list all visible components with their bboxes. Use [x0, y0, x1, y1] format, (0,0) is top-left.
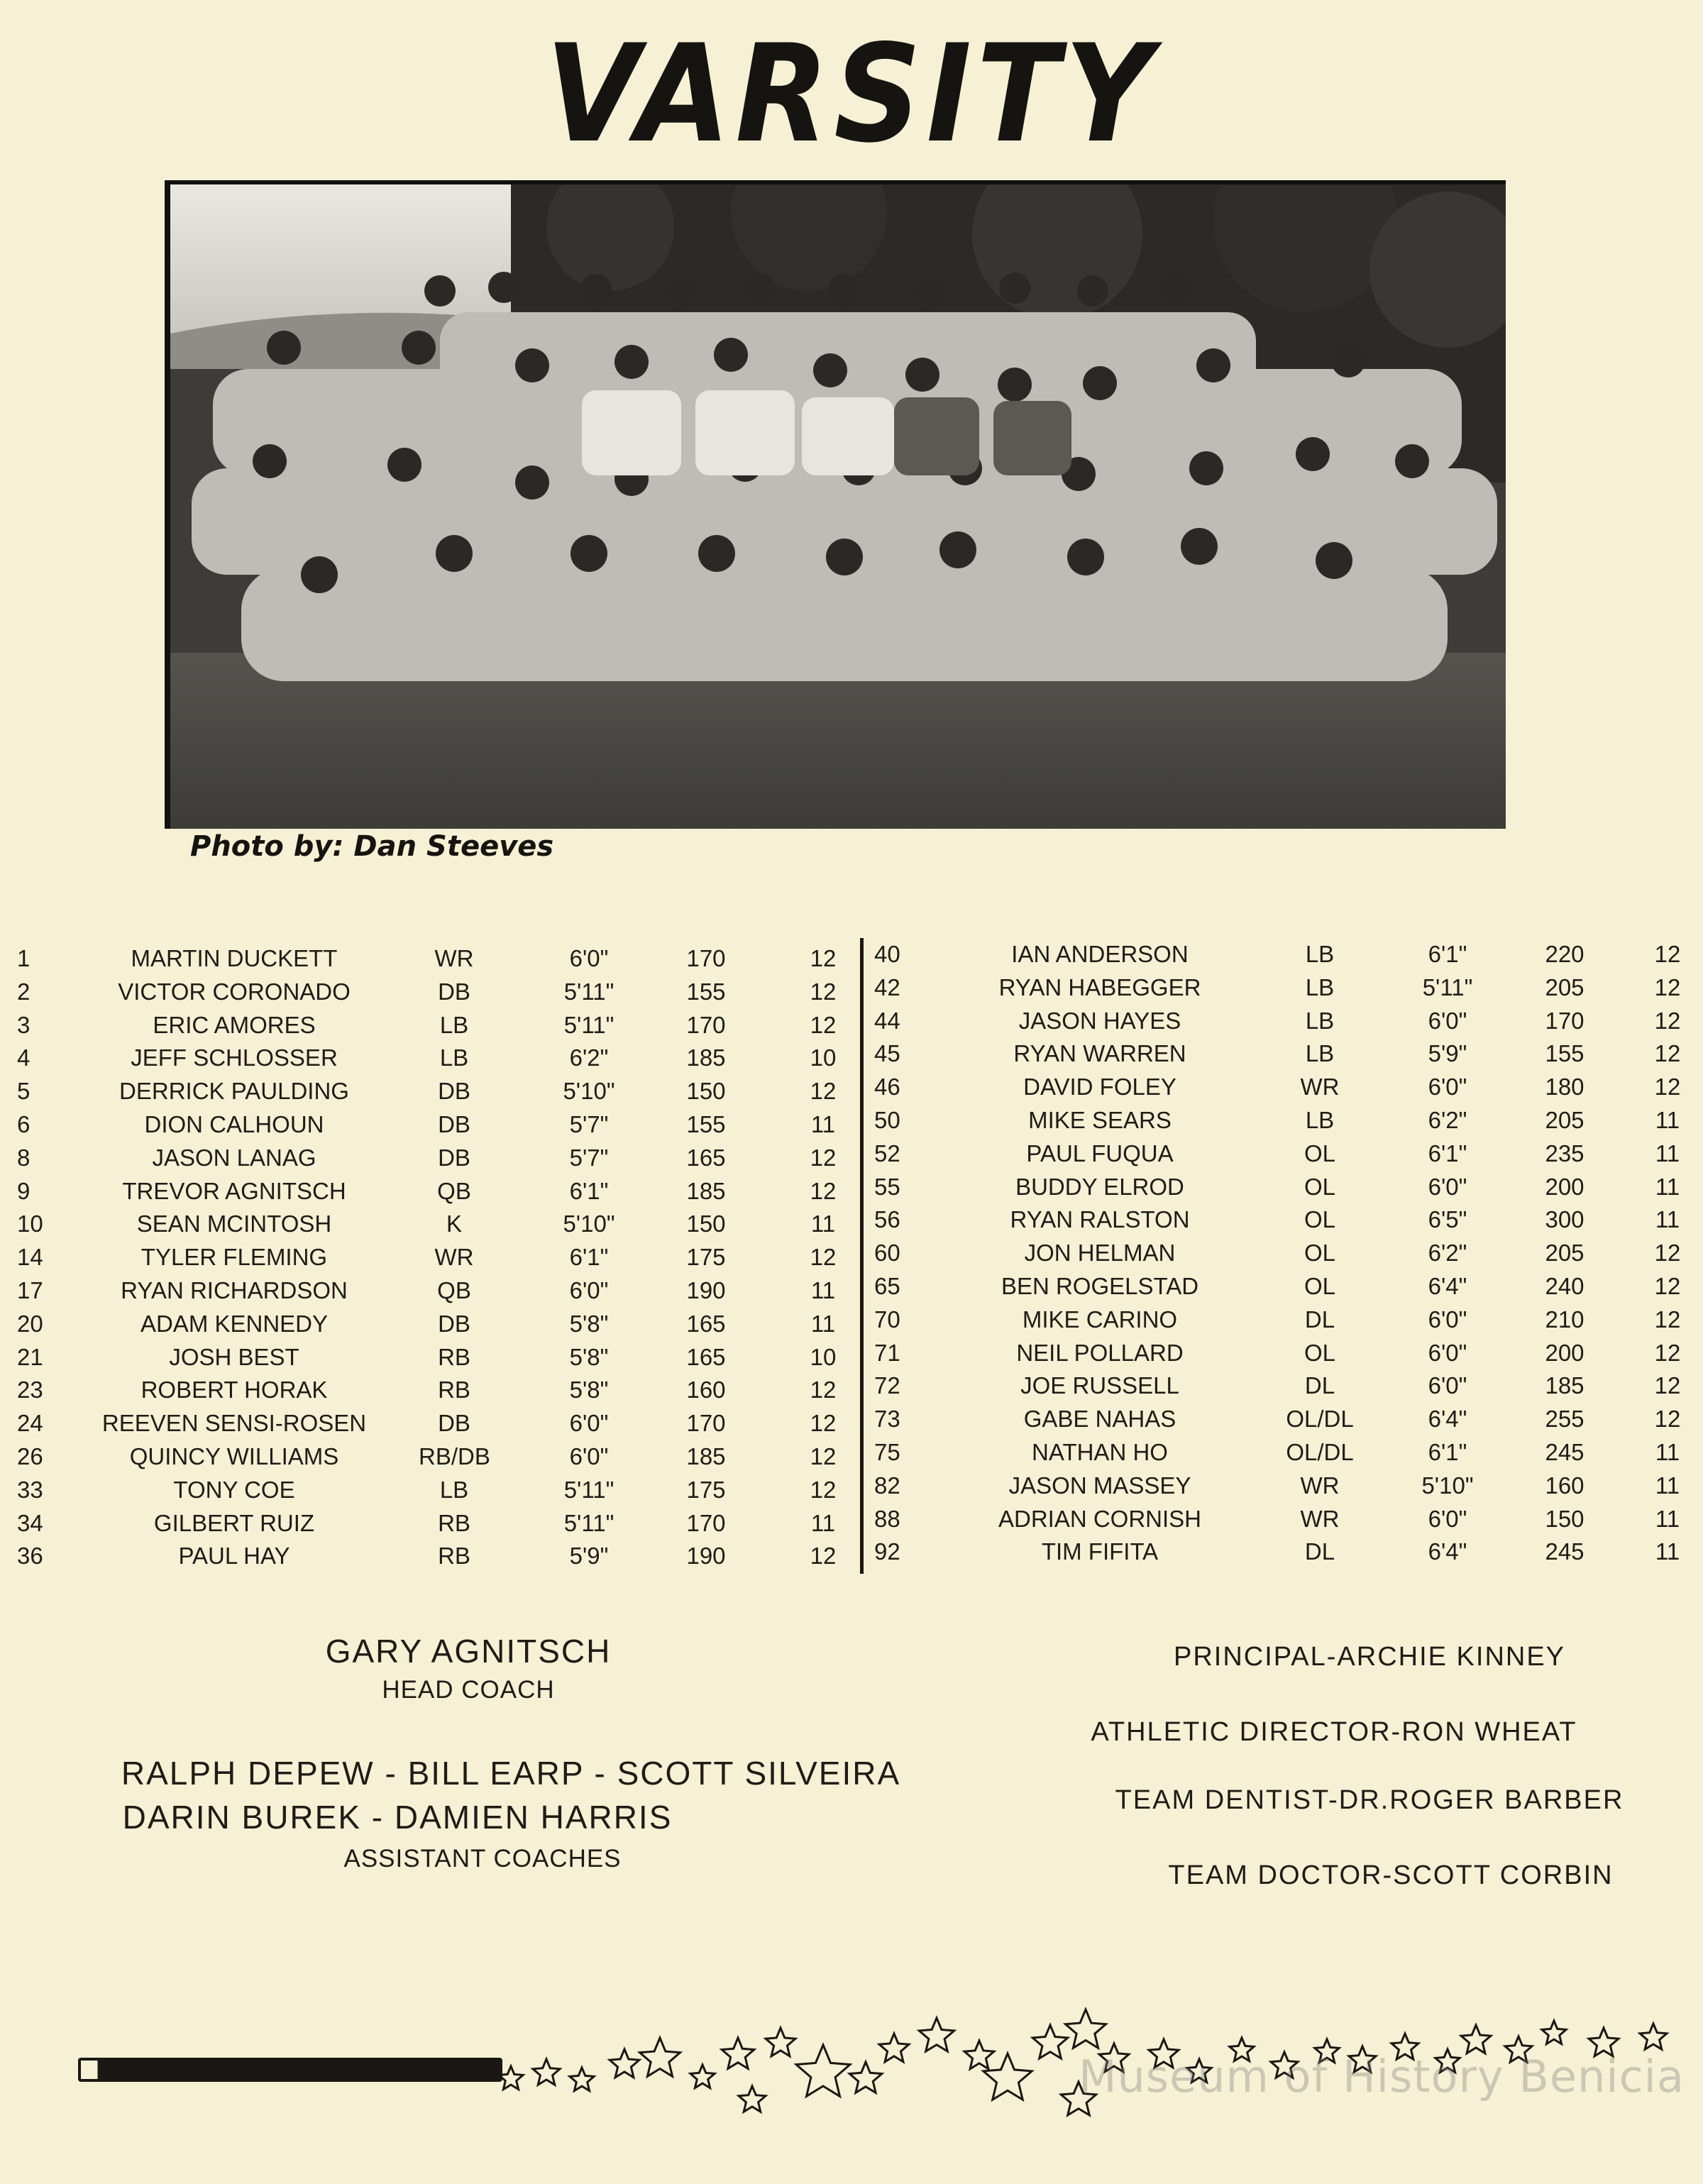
player-wt: 170 — [686, 945, 726, 971]
principal: PRINCIPAL-ARCHIE KINNEY — [1173, 1642, 1566, 1672]
player-wt: 170 — [686, 1011, 726, 1038]
player-wt: 150 — [686, 1210, 726, 1237]
player-num: 44 — [874, 1007, 900, 1034]
player-pos: OL — [1304, 1173, 1336, 1200]
player-pos: QB — [437, 1177, 471, 1204]
player-num: 4 — [17, 1044, 31, 1071]
player-name: REEVEN SENSI-ROSEN — [101, 1410, 367, 1437]
player-pos: LB — [439, 1476, 469, 1503]
star-icon — [766, 2028, 795, 2056]
roster-row — [0, 1337, 1703, 1369]
player-num: 65 — [874, 1273, 900, 1299]
player-name: MIKE SEARS — [1028, 1107, 1172, 1133]
player-num: 17 — [17, 1277, 43, 1303]
player-wt: 160 — [686, 1377, 726, 1403]
player-gr: 12 — [1654, 1339, 1681, 1366]
player-gr: 11 — [1655, 1505, 1680, 1532]
player-num: 24 — [17, 1410, 43, 1437]
player-gr: 12 — [1654, 1372, 1681, 1399]
player-pos: QB — [437, 1277, 471, 1303]
roster-row — [0, 1303, 1703, 1336]
player-pos: WR — [434, 1244, 474, 1271]
player-num: 56 — [874, 1206, 900, 1233]
player-pos: LB — [1305, 1040, 1335, 1067]
player-gr: 10 — [810, 1343, 837, 1370]
player-ht: 6'0" — [1428, 1306, 1467, 1333]
player-num: 9 — [17, 1177, 31, 1204]
player-num: 60 — [874, 1240, 900, 1267]
player-name: RYAN RALSTON — [1010, 1206, 1190, 1233]
player-wt: 155 — [1545, 1040, 1584, 1067]
player-pos: OL — [1304, 1140, 1336, 1167]
star-icon — [1640, 2024, 1667, 2049]
player-pos: DB — [438, 1310, 470, 1337]
star-icon — [1542, 2021, 1566, 2044]
player-gr: 11 — [1655, 1472, 1680, 1499]
player-ht: 6'1" — [1428, 941, 1467, 967]
player-gr: 12 — [1654, 1306, 1681, 1333]
head-coach-label: HEAD COACH — [382, 1676, 555, 1704]
player-wt: 300 — [1545, 1206, 1584, 1233]
player-num: 72 — [874, 1372, 900, 1399]
player-gr: 12 — [810, 978, 837, 1005]
player-num: 23 — [17, 1377, 43, 1403]
player-num: 26 — [17, 1443, 43, 1469]
player-ht: 5'10" — [563, 1210, 615, 1237]
player-ht: 5'8" — [569, 1377, 609, 1403]
player-wt: 170 — [686, 1509, 726, 1536]
player-wt: 165 — [686, 1144, 726, 1171]
player-gr: 11 — [1655, 1538, 1680, 1565]
player-ht: 6'0" — [1428, 1074, 1467, 1101]
player-pos: RB — [438, 1377, 470, 1403]
player-name: IAN ANDERSON — [1011, 941, 1189, 967]
player-name: JOSH BEST — [169, 1343, 299, 1370]
player-ht: 6'1" — [1428, 1439, 1467, 1465]
player-name: ERIC AMORES — [153, 1011, 316, 1038]
player-name: MIKE CARINO — [1022, 1306, 1178, 1333]
player-pos: OL/DL — [1286, 1406, 1354, 1433]
player-gr: 12 — [1654, 1273, 1681, 1299]
player-wt: 205 — [1545, 974, 1584, 1000]
player-gr: 12 — [810, 1443, 837, 1469]
player-pos: LB — [1305, 1007, 1335, 1034]
star-icon — [879, 2034, 909, 2062]
player-wt: 185 — [686, 1044, 726, 1071]
player-ht: 5'11" — [563, 1476, 614, 1503]
player-name: BEN ROGELSTAD — [1001, 1273, 1199, 1299]
player-pos: DB — [438, 1410, 470, 1437]
player-name: MARTIN DUCKETT — [131, 945, 338, 971]
player-gr: 11 — [810, 1310, 836, 1337]
roster-row — [0, 971, 1703, 1004]
player-name: DAVID FOLEY — [1023, 1074, 1176, 1101]
player-num: 71 — [874, 1339, 900, 1366]
player-pos: DL — [1304, 1372, 1335, 1399]
player-gr: 11 — [1655, 1206, 1680, 1233]
player-wt: 235 — [1545, 1140, 1584, 1167]
player-num: 3 — [17, 1011, 31, 1038]
player-gr: 12 — [1654, 974, 1681, 1000]
player-ht: 6'4" — [1428, 1406, 1467, 1433]
roster-row — [0, 1037, 1703, 1070]
player-wt: 155 — [686, 978, 726, 1005]
player-ht: 5'7" — [569, 1144, 609, 1171]
player-num: 92 — [874, 1538, 900, 1565]
player-pos: LB — [1305, 1107, 1335, 1133]
player-wt: 205 — [1545, 1240, 1584, 1267]
player-wt: 175 — [686, 1244, 726, 1271]
player-wt: 170 — [1545, 1007, 1584, 1034]
player-name: JEFF SCHLOSSER — [131, 1044, 338, 1071]
player-pos: LB — [439, 1011, 469, 1038]
star-icon — [1461, 2025, 1491, 2053]
star-icon — [1032, 2025, 1067, 2058]
player-wt: 200 — [1545, 1173, 1584, 1200]
player-ht: 6'0" — [1428, 1505, 1467, 1532]
player-name: SEAN MCINTOSH — [136, 1210, 332, 1237]
player-pos: RB/DB — [419, 1443, 490, 1469]
roster-row — [0, 1403, 1703, 1435]
player-name: TYLER FLEMING — [140, 1244, 328, 1271]
player-pos: LB — [439, 1044, 469, 1071]
player-gr: 12 — [810, 1177, 837, 1204]
player-wt: 240 — [1545, 1273, 1584, 1299]
player-name: RYAN WARREN — [1013, 1040, 1186, 1067]
player-name: JOE RUSSELL — [1020, 1372, 1179, 1399]
team-photo — [165, 180, 1506, 829]
player-wt: 190 — [686, 1543, 726, 1570]
player-pos: OL — [1304, 1273, 1336, 1299]
player-ht: 5'7" — [569, 1111, 609, 1137]
player-pos: DB — [438, 1144, 470, 1171]
player-gr: 11 — [810, 1277, 836, 1303]
player-name: ROBERT HORAK — [140, 1377, 328, 1403]
roster-row — [0, 1137, 1703, 1170]
player-ht: 6'0" — [569, 945, 609, 971]
star-icon — [533, 2059, 560, 2085]
player-wt: 185 — [686, 1177, 726, 1204]
player-pos: DB — [438, 1111, 470, 1137]
player-name: DERRICK PAULDING — [119, 1078, 349, 1105]
star-icon — [796, 2045, 850, 2096]
player-num: 82 — [874, 1472, 900, 1499]
player-gr: 12 — [810, 1476, 837, 1503]
player-wt: 160 — [1545, 1472, 1584, 1499]
player-gr: 12 — [1654, 941, 1681, 967]
player-name: TIM FIFITA — [1041, 1538, 1159, 1565]
player-num: 40 — [874, 941, 900, 967]
player-ht: 6'1" — [569, 1244, 609, 1271]
player-num: 75 — [874, 1439, 900, 1465]
roster-row — [0, 1071, 1703, 1103]
player-name: JASON MASSEY — [1008, 1472, 1191, 1499]
player-ht: 5'8" — [569, 1310, 609, 1337]
roster-row — [0, 1469, 1703, 1502]
player-pos: RB — [438, 1343, 470, 1370]
player-pos: RB — [438, 1509, 470, 1536]
player-ht: 5'11" — [563, 1509, 614, 1536]
player-gr: 11 — [1655, 1107, 1680, 1133]
head-coach-name: GARY AGNITSCH — [325, 1633, 612, 1670]
page-title: VARSITY — [545, 16, 1158, 172]
player-num: 88 — [874, 1505, 900, 1532]
player-name: GABE NAHAS — [1023, 1406, 1176, 1433]
player-pos: OL — [1304, 1206, 1336, 1233]
player-wt: 150 — [686, 1078, 726, 1105]
roster-row — [0, 1104, 1703, 1137]
player-gr: 11 — [1655, 1173, 1680, 1200]
roster-row — [0, 1535, 1703, 1568]
player-name: VICTOR CORONADO — [118, 978, 351, 1005]
player-wt: 185 — [686, 1443, 726, 1469]
player-pos: OL/DL — [1286, 1439, 1354, 1465]
player-pos: WR — [434, 945, 474, 971]
player-gr: 12 — [810, 945, 837, 971]
player-gr: 12 — [810, 1377, 837, 1403]
player-name: NATHAN HO — [1032, 1439, 1168, 1465]
player-name: PAUL FUQUA — [1026, 1140, 1174, 1167]
player-name: PAUL HAY — [178, 1543, 290, 1570]
player-ht: 5'8" — [569, 1343, 609, 1370]
player-wt: 200 — [1545, 1339, 1584, 1366]
player-pos: DB — [438, 978, 470, 1005]
player-gr: 11 — [1655, 1140, 1680, 1167]
roster-row — [0, 1203, 1703, 1236]
roster-row — [0, 938, 1703, 971]
player-ht: 6'4" — [1428, 1538, 1467, 1565]
player-num: 2 — [17, 978, 31, 1005]
player-ht: 5'11" — [563, 978, 614, 1005]
player-pos: DB — [438, 1078, 470, 1105]
decorative-bar — [78, 2058, 502, 2082]
player-pos: DL — [1304, 1306, 1335, 1333]
player-wt: 190 — [686, 1277, 726, 1303]
player-name: QUINCY WILLIAMS — [129, 1443, 339, 1469]
team-photo-image — [170, 184, 1506, 829]
player-wt: 205 — [1545, 1107, 1584, 1133]
player-ht: 6'0" — [569, 1277, 609, 1303]
assistant-coaches-label: ASSISTANT COACHES — [343, 1845, 622, 1873]
player-wt: 185 — [1545, 1372, 1584, 1399]
player-ht: 5'11" — [1422, 974, 1473, 1000]
roster-row — [0, 1171, 1703, 1203]
player-wt: 170 — [686, 1410, 726, 1437]
player-name: NEIL POLLARD — [1016, 1339, 1184, 1366]
player-num: 52 — [874, 1140, 900, 1167]
player-ht: 6'0" — [1428, 1339, 1467, 1366]
player-name: JON HELMAN — [1024, 1240, 1176, 1267]
star-icon — [849, 2062, 882, 2092]
player-ht: 6'2" — [1428, 1240, 1467, 1267]
player-pos: WR — [1300, 1505, 1340, 1532]
player-num: 21 — [17, 1343, 43, 1370]
player-gr: 11 — [810, 1210, 836, 1237]
player-name: ADAM KENNEDY — [140, 1310, 329, 1337]
player-gr: 10 — [810, 1044, 837, 1071]
player-wt: 255 — [1545, 1406, 1584, 1433]
player-pos: K — [446, 1210, 462, 1237]
player-ht: 6'1" — [569, 1177, 609, 1204]
player-gr: 12 — [810, 1078, 837, 1105]
player-ht: 6'1" — [1428, 1140, 1467, 1167]
player-num: 20 — [17, 1310, 43, 1337]
star-icon — [1066, 2009, 1106, 2048]
player-ht: 6'2" — [569, 1044, 609, 1071]
player-gr: 12 — [1654, 1240, 1681, 1267]
player-ht: 5'10" — [563, 1078, 615, 1105]
assistant-coaches-line-1: RALPH DEPEW - BILL EARP - SCOTT SILVEIRA — [121, 1755, 901, 1792]
player-ht: 5'10" — [1421, 1472, 1474, 1499]
player-name: JASON HAYES — [1018, 1007, 1181, 1034]
player-num: 73 — [874, 1406, 900, 1433]
player-name: RYAN HABEGGER — [998, 974, 1201, 1000]
player-wt: 220 — [1545, 941, 1584, 967]
star-icon — [722, 2038, 754, 2068]
roster-table — [0, 937, 1703, 1575]
player-ht: 6'4" — [1428, 1273, 1467, 1299]
player-ht: 5'9" — [569, 1543, 609, 1570]
assistant-coaches-line-2: DARIN BUREK - DAMIEN HARRIS — [122, 1799, 673, 1836]
roster-row — [0, 1369, 1703, 1402]
player-pos: WR — [1300, 1074, 1340, 1101]
player-ht: 5'11" — [563, 1011, 614, 1038]
watermark: Museum of History Benicia — [1079, 2051, 1685, 2102]
player-wt: 175 — [686, 1476, 726, 1503]
player-wt: 155 — [686, 1111, 726, 1137]
player-gr: 11 — [810, 1509, 836, 1536]
player-ht: 6'2" — [1428, 1107, 1467, 1133]
player-ht: 6'0" — [569, 1443, 609, 1469]
player-num: 34 — [17, 1509, 43, 1536]
player-ht: 5'9" — [1428, 1040, 1467, 1067]
player-name: ADRIAN CORNISH — [998, 1505, 1202, 1532]
player-num: 50 — [874, 1107, 900, 1133]
star-icon — [739, 2086, 766, 2112]
player-name: TREVOR AGNITSCH — [122, 1177, 346, 1204]
roster-row — [0, 1237, 1703, 1269]
player-gr: 12 — [1654, 1406, 1681, 1433]
player-pos: LB — [1305, 941, 1335, 967]
star-icon — [610, 2049, 639, 2078]
player-wt: 245 — [1545, 1439, 1584, 1465]
roster-row — [0, 1270, 1703, 1303]
player-num: 36 — [17, 1543, 43, 1570]
star-icon — [983, 2053, 1032, 2100]
player-num: 70 — [874, 1306, 900, 1333]
player-name: RYAN RICHARDSON — [121, 1277, 348, 1303]
player-name: DION CALHOUN — [144, 1111, 324, 1137]
player-num: 46 — [874, 1074, 900, 1101]
player-name: BUDDY ELROD — [1015, 1173, 1184, 1200]
player-gr: 12 — [810, 1144, 837, 1171]
player-num: 55 — [874, 1173, 900, 1200]
player-gr: 12 — [810, 1244, 837, 1271]
star-icon — [570, 2068, 594, 2091]
player-wt: 180 — [1545, 1074, 1584, 1101]
player-name: GILBERT RUIZ — [153, 1509, 315, 1536]
player-gr: 12 — [810, 1011, 837, 1038]
player-wt: 150 — [1545, 1505, 1584, 1532]
star-icon — [964, 2041, 994, 2069]
player-name: JASON LANAG — [152, 1144, 316, 1171]
player-num: 42 — [874, 974, 900, 1000]
player-num: 1 — [17, 945, 31, 971]
player-num: 33 — [17, 1476, 43, 1503]
roster-row — [0, 1503, 1703, 1535]
player-wt: 165 — [686, 1310, 726, 1337]
player-pos: DL — [1304, 1538, 1335, 1565]
player-pos: WR — [1300, 1472, 1340, 1499]
player-pos: OL — [1304, 1339, 1336, 1366]
player-gr: 11 — [810, 1111, 836, 1137]
player-gr: 12 — [810, 1543, 837, 1570]
team-doctor: TEAM DOCTOR-SCOTT CORBIN — [1168, 1860, 1614, 1890]
player-gr: 12 — [1654, 1074, 1681, 1101]
player-pos: RB — [438, 1543, 470, 1570]
player-ht: 6'0" — [1428, 1007, 1467, 1034]
player-gr: 12 — [1654, 1040, 1681, 1067]
roster-row — [0, 1005, 1703, 1037]
player-name: TONY COE — [173, 1476, 295, 1503]
player-gr: 12 — [810, 1410, 837, 1437]
player-pos: OL — [1304, 1240, 1336, 1267]
player-wt: 165 — [686, 1343, 726, 1370]
player-num: 14 — [17, 1244, 43, 1271]
player-num: 8 — [17, 1144, 31, 1171]
star-icon — [640, 2038, 680, 2076]
star-icon — [499, 2066, 523, 2090]
star-icon — [919, 2018, 954, 2051]
photo-credit: Photo by: Dan Steeves — [190, 830, 554, 863]
athletic-director: ATHLETIC DIRECTOR-RON WHEAT — [1091, 1717, 1577, 1747]
roster-row — [0, 1436, 1703, 1469]
player-ht: 6'0" — [1428, 1372, 1467, 1399]
player-ht: 6'5" — [1428, 1206, 1467, 1233]
player-gr: 12 — [1654, 1007, 1681, 1034]
player-num: 5 — [17, 1078, 31, 1105]
team-dentist: TEAM DENTIST-DR.ROGER BARBER — [1115, 1785, 1624, 1815]
player-num: 10 — [17, 1210, 43, 1237]
player-gr: 11 — [1655, 1439, 1680, 1465]
star-icon — [690, 2065, 715, 2088]
player-ht: 6'0" — [1428, 1173, 1467, 1200]
player-num: 6 — [17, 1111, 31, 1137]
player-wt: 245 — [1545, 1538, 1584, 1565]
player-pos: LB — [1305, 974, 1335, 1000]
player-ht: 6'0" — [569, 1410, 609, 1437]
player-wt: 210 — [1545, 1306, 1584, 1333]
player-num: 45 — [874, 1040, 900, 1067]
